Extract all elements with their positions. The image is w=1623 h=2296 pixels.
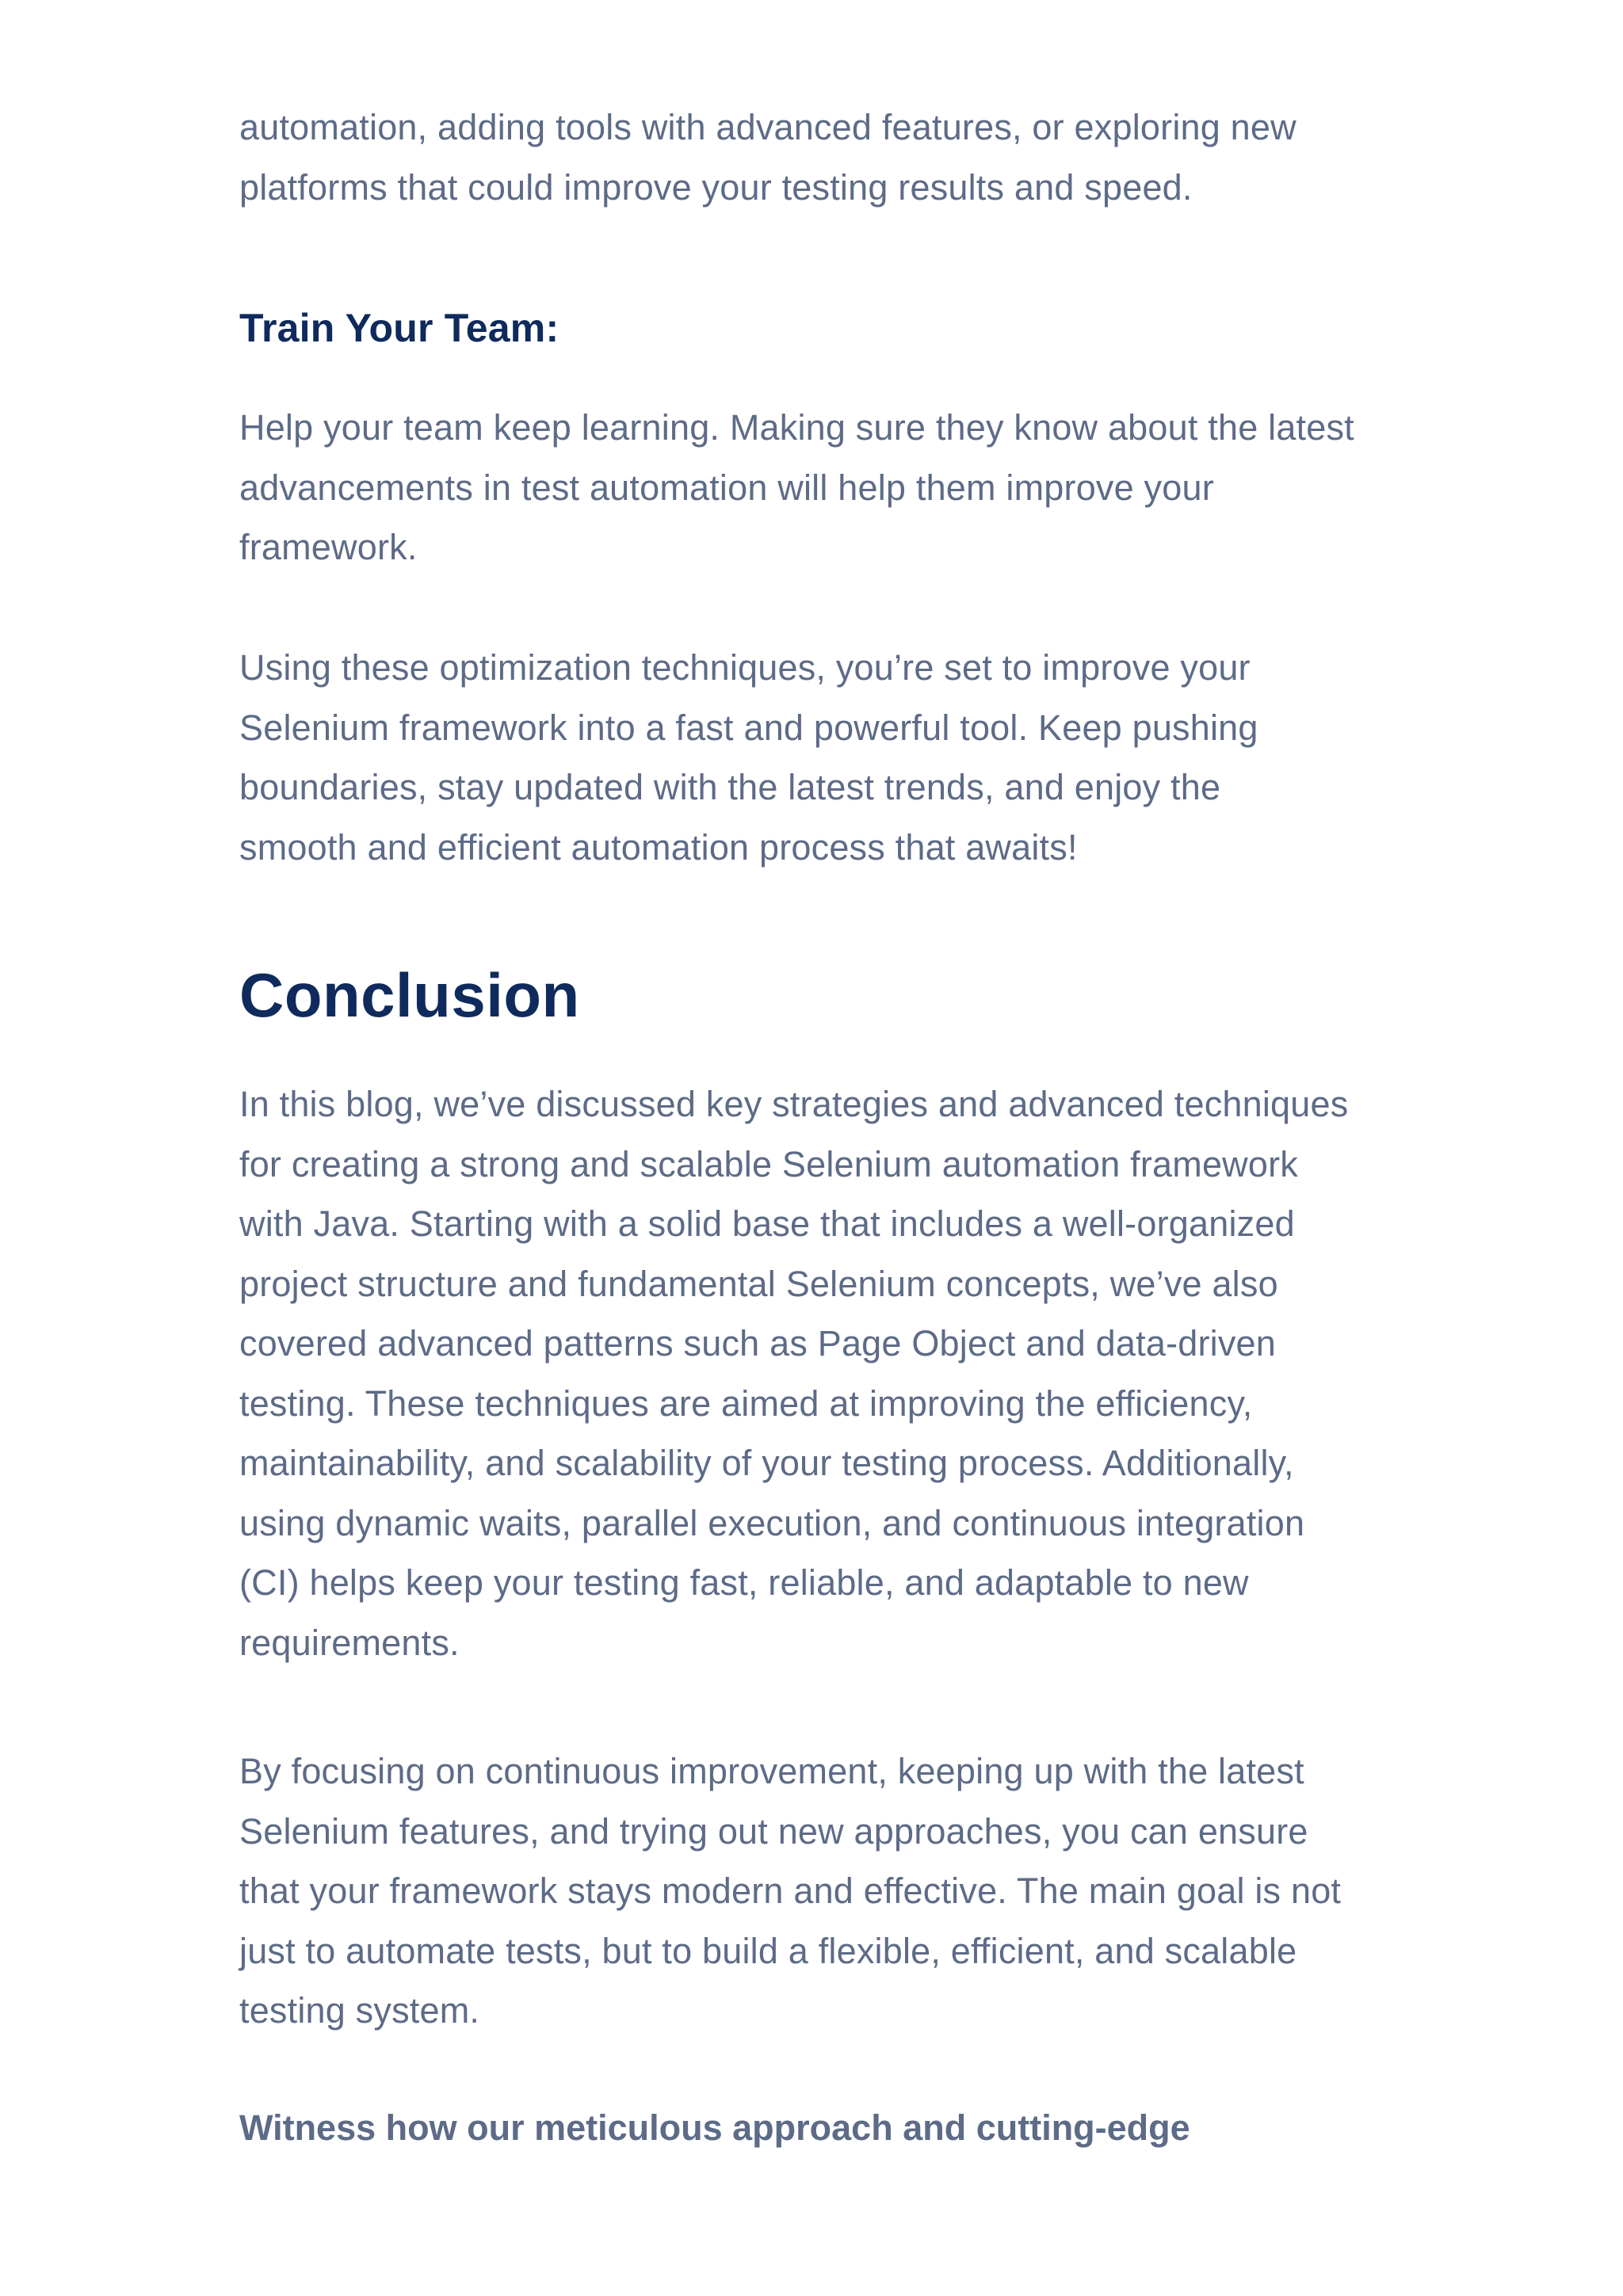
conclusion-line: testing system. [239,1990,480,2031]
conclusion-line: for creating a strong and scalable Selenium automation framework [239,1143,1298,1184]
conclusion-line: Selenium features, and trying out new approaches, you can ensure [239,1810,1308,1852]
optimization-paragraph [239,638,1258,877]
conclusion-line: just to automate tests, but to build a flexible, efficient, and scalable [239,1930,1297,1971]
optimization-line: Using these optimization techniques, you’re set to improve your [239,647,1251,688]
conclusion-line: with Java. Starting with a solid base that includes a well-organized [239,1203,1295,1244]
optimization-line: boundaries, stay updated with the latest trends, and enjoy the [239,767,1221,807]
conclusion-line: requirements. [239,1622,460,1663]
conclusion-line: maintainability, and scalability of your testing process. Additionally, [239,1443,1294,1483]
conclusion-line: In this blog, we’ve discussed key strategies and advanced techniques [239,1084,1349,1124]
train-team-paragraph [239,398,1354,578]
train-team-line: framework. [239,527,418,567]
conclusion-line: By focusing on continuous improvement, keeping up with the latest [239,1751,1304,1791]
train-team-line: advancements in test automation will help them improve your [239,467,1214,508]
conclusion-line: that your framework stays modern and effective. The main goal is not [239,1871,1342,1911]
conclusion-paragraph-2 [239,1741,1341,2041]
cta-text: Witness how our meticulous approach and cutting-edge [239,2107,1190,2148]
intro-paragraph [239,97,1296,217]
optimization-line: smooth and efficient automation process that awaits! [239,826,1078,868]
train-team-heading: Train Your Team: [239,306,559,350]
conclusion-line: project structure and fundamental Selenium concepts, we’ve also [239,1263,1278,1304]
conclusion-line: covered advanced patterns such as Page Object and data-driven [239,1323,1277,1363]
conclusion-paragraph-1 [239,1074,1348,1672]
intro-line: automation, adding tools with advanced features, or exploring new [239,107,1296,147]
conclusion-line: (CI) helps keep your testing fast, reliable, and adaptable to new [239,1562,1249,1603]
optimization-line: Selenium framework into a fast and powerful tool. Keep pushing [239,707,1258,748]
conclusion-line: testing. These techniques are aimed at improving the efficiency, [239,1383,1253,1424]
conclusion-line: using dynamic waits, parallel execution, and continuous integration [239,1502,1305,1543]
train-team-line: Help your team keep learning. Making sure they know about the latest [239,407,1354,448]
intro-line: platforms that could improve your testing results and speed. [239,166,1193,208]
conclusion-heading: Conclusion [239,960,580,1030]
